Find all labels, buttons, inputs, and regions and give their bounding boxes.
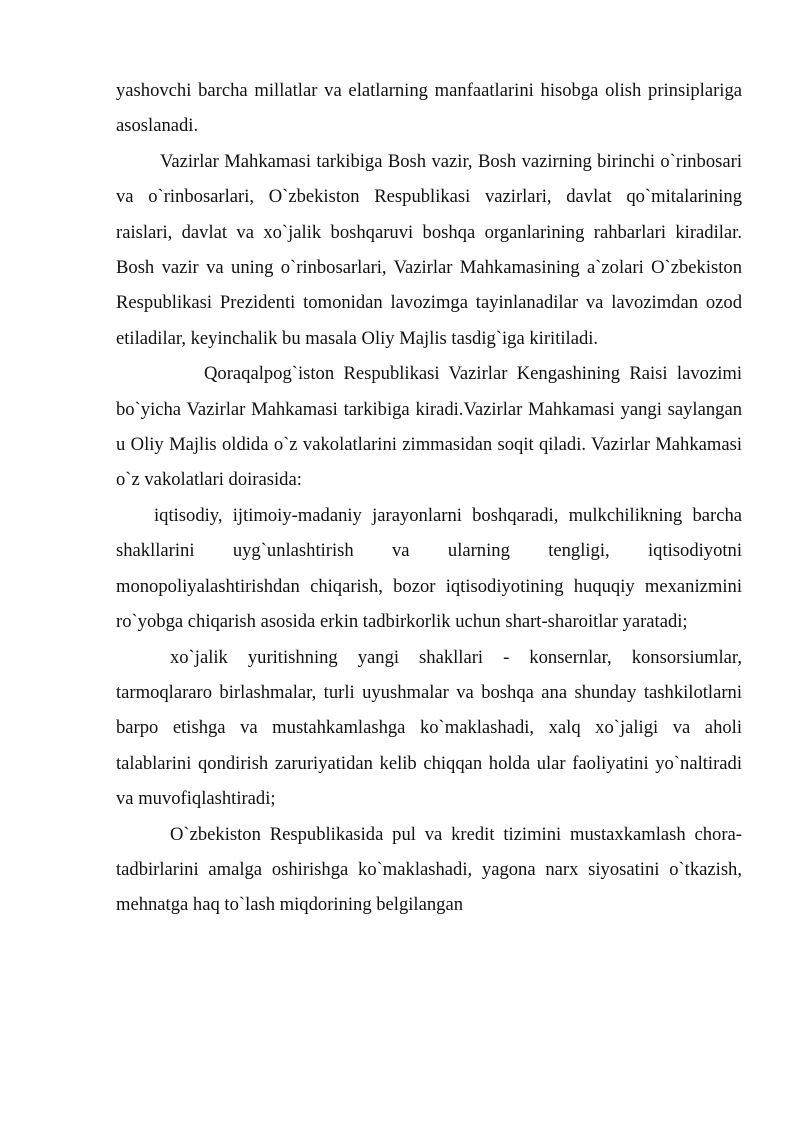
paragraph-6: O`zbekiston Respublikasida pul va kredit tizimini mustaxkamlash chora-tadbirlarini amalga oshirishga ko`maklashadi, yagona narx siyosatini o`tkazish, mehnatga haq to`lash miqdorining belgilangan [116, 823, 742, 916]
paragraph-4: iqtisodiy, ijtimoiy-madaniy jarayonlarni boshqaradi, mulkchilikning barcha shakllarini uyg`unlashtirish va ularning tengligi, iqtisodiyotni monopoliyalashtirishdan chiqarish, bozor iqtisodiyotining huquqiy mexanizmini ro`yobga chiqarish asosida erkin tadbirkorlik uchun shart-sharoitlar yaratadi; [116, 504, 742, 633]
paragraph-2: Vazirlar Mahkamasi tarkibiga Bosh vazir, Bosh vazirning birinchi o`rinbosari va o`rinbosarlari, O`zbekiston Respublikasi vazirlari, davlat qo`mitalarining raislari, davlat va xo`jalik boshqaruvi boshqa organlarining rahbarlari kiradilar. Bosh vazir va uning o`rinbosarlari, Vazirlar Mahkamasining a`zolari O`zbekiston Respublikasi Prezidenti tomonidan lavozimga tayinlanadilar va lavozimdan ozod etiladilar, keyinchalik bu masala Oliy Majlis tasdig`iga kiritiladi. [116, 150, 742, 349]
paragraph-5: xo`jalik yuritishning yangi shakllari - konsernlar, konsorsiumlar, tarmoqlararo birlashmalar, turli uyushmalar va boshqa ana shunday tashkilotlarni barpo etishga va mustahkamlashga ko`maklashadi, xalq xo`jaligi va aholi talablarini qondirish zaruriyatidan kelib chiqqan holda ular faoliyatini yo`naltiradi va muvofiqlashtiradi; [116, 646, 742, 810]
body-text [116, 73, 742, 923]
paragraph-3: Qoraqalpog`iston Respublikasi Vazirlar Kengashining Raisi lavozimi bo`yicha Vazirlar Mahkamasi tarkibiga kiradi.Vazirlar Mahkamasi yangi saylangan u Oliy Majlis oldida o`z vakolatlarini zimmasidan soqit qiladi. Vazirlar Mahkamasi o`z vakolatlari doirasida: [116, 363, 742, 491]
paragraph-1: yashovchi barcha millatlar va elatlarning manfaatlarini hisobga olish prinsiplariga asoslanadi. [116, 80, 742, 137]
